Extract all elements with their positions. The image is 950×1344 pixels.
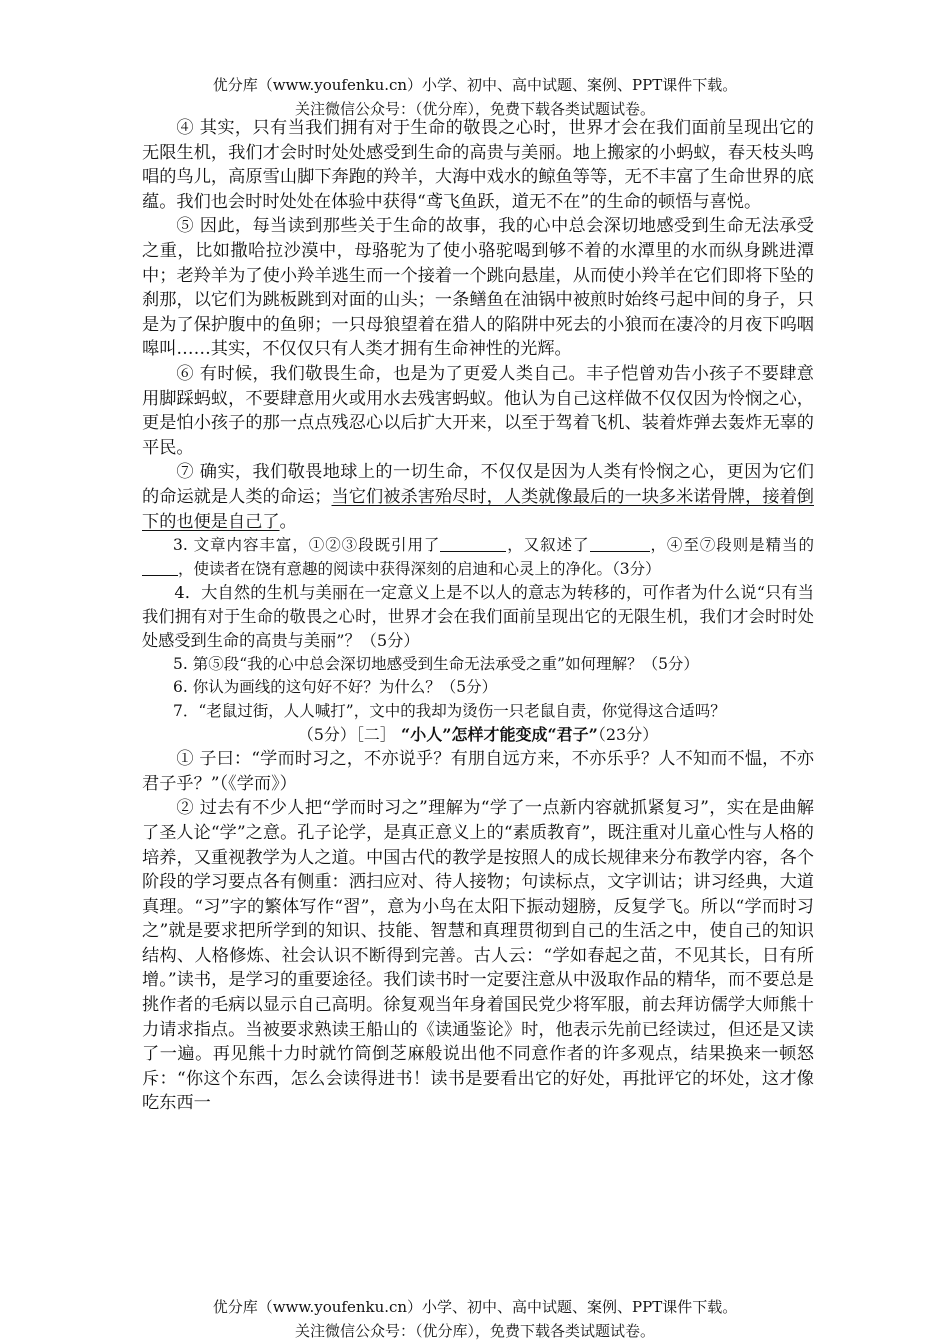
question-3-part-a: 3. 文章内容丰富，①②③段既引用了 — [173, 536, 441, 555]
paragraph-6: ⑥ 有时候，我们敬畏生命，也是为了更爱人类自己。丰子恺曾劝告小孩子不要肆意用脚踩蚂蚁，不要肆意用火或用水去残害蚂蚁。他认为自己这样做不仅仅因为怜悯之心，更是怕小孩子的那一点点残忍心以后扩大开来，以至于驾着飞机、装着炸弹去轰炸无辜的平民。 — [142, 363, 814, 458]
page-footer-line1: 优分库（www.youfenku.cn）小学、初中、高中试题、案例、PPT课件下载。 — [212, 1298, 738, 1316]
answer-blank-2 — [590, 536, 650, 553]
answer-blank-3 — [142, 559, 178, 576]
question-6: 6. 你认为画线的这句好不好？为什么？（5分） — [173, 678, 498, 697]
page-footer-line2: 关注微信公众号：（优分库），免费下载各类试题试卷。 — [294, 1322, 655, 1340]
section-2-score: （23分） — [597, 725, 659, 745]
question-3 — [142, 534, 814, 581]
question-7: 7．“老鼠过街，人人喊打”，文中的我却为烫伤一只老鼠自责，你觉得这合适吗？ — [173, 701, 726, 720]
question-5: 5. 第⑤段“我的心中总会深切地感受到生命无法承受之重”如何理解？（5分） — [173, 654, 699, 673]
page-header-line1: 优分库（www.youfenku.cn）小学、初中、高中试题、案例、PPT课件下载。 — [212, 76, 738, 94]
question-3-part-b: ，又叙述了 — [506, 536, 590, 555]
answer-blank-1 — [440, 536, 506, 553]
section-2-heading: “小人”怎样才能变成“君子” — [401, 725, 598, 745]
underlined-sentence: 当它们被杀害殆尽时，人类就像最后的一块多米诺骨牌，接着倒下的也便是自己了 — [142, 486, 814, 532]
paragraph-7-start: ⑦ 确实，我们敬畏地球上的一切生命，不仅仅是因为人类有怜悯之心，更因为它们的命运就是人类的命运； — [142, 462, 814, 507]
question-7-score: （5分）［二］ — [297, 725, 396, 745]
question-4: 4．大自然的生机与美丽在一定意义上是不以人的意志为转移的，可作者为什么说“只有当我们拥有对于生命的敬畏之心时，世界才会在我们面前呈现出它的无限生机，我们才会时时处处感受到生命的高贵与美丽”？（5分） — [142, 582, 814, 650]
page-header-line2: 关注微信公众号：（优分库），免费下载各类试题试卷。 — [294, 100, 655, 118]
paragraph-7 — [142, 460, 814, 534]
section-2-title — [142, 723, 814, 747]
passage-2-paragraph-2: ② 过去有不少人把“学而时习之”理解为“学了一点新内容就抓紧复习”，实在是曲解了圣人论“学”之意。孔子论学，是真正意义上的“素质教育”，既注重对儿童心性与人格的培养，又重视教学为人之道。中国古代的教学是按照人的成长规律来分布教学内容，各个阶段的学习要点各有侧重：洒扫应对、待人接物；句读标点，文字训诂；讲习经典，大道真理。“习”字的繁体写作“習”，意为小鸟在太阳下振动翅膀，反复学飞。所以“学而时习之”就是要求把所学到的知识、技能、智慧和真理贯彻到自己的生活之中，使自己的知识结构、人格修炼、社会认识不断得到完善。古人云：“学如春起之苗，不见其长，日有所增。”读书，是学习的重要途径。我们读书时一定要注意从中汲取作品的精华，而不要总是挑作者的毛病以显示自己高明。徐复观当年身着国民党少将军服，前去拜访儒学大师熊十力请求指点。当被要求熟读王船山的《读通鉴论》时，他表示先前已经读过，但还是又读了一遍。再见熊十力时就竹筒倒芝麻般说出他不同意作者的许多观点，结果换来一顿怒斥：“你这个东西，怎么会读得进书！读书是要看出它的好处，再批评它的坏处，这才像吃东西一 — [142, 798, 814, 1114]
question-3-part-d: ，使读者在饶有意趣的阅读中获得深刻的启迪和心灵上的净化。（3分） — [178, 559, 661, 578]
paragraph-4: ④ 其实，只有当我们拥有对于生命的敬畏之心时，世界才会在我们面前呈现出它的无限生机，我们才会时时处处感受到生命的高贵与美丽。地上搬家的小蚂蚁，春天枝头鸣唱的鸟儿，高原雪山脚下奔跑的羚羊，大海中戏水的鲸鱼等等，无不丰富了生命世界的底蕴。我们也会时时处处在体验中获得“鸢飞鱼跃，道无不在”的生命的顿悟与喜悦。 — [142, 118, 814, 212]
paragraph-5: ⑤ 因此，每当读到那些关于生命的故事，我的心中总会深切地感受到生命无法承受之重，比如撒哈拉沙漠中，母骆驼为了使小骆驼喝到够不着的水潭里的水而纵身跳进潭中；老羚羊为了使小羚羊逃生而一个接着一个跳向悬崖，从而使小羚羊在它们即将下坠的刹那，以它们为跳板跳到对面的山头；一条鳝鱼在油锅中被煎时始终弓起中间的身子，只是为了保护腹中的鱼卵；一只母狼望着在猎人的陷阱中死去的小狼而在凄冷的月夜下呜咽嗥叫……其实，不仅仅只有人类才拥有生命神性的光辉。 — [142, 216, 814, 360]
paragraph-7-end: 。 — [279, 511, 297, 532]
question-3-part-c: ，④至⑦段则是精当的 — [649, 536, 814, 555]
document-body — [142, 116, 814, 1116]
passage-2-paragraph-1: ① 子曰：“学而时习之，不亦说乎？有朋自远方来，不亦乐乎？人不知而不愠，不亦君子乎？”（《学而》） — [142, 749, 814, 794]
